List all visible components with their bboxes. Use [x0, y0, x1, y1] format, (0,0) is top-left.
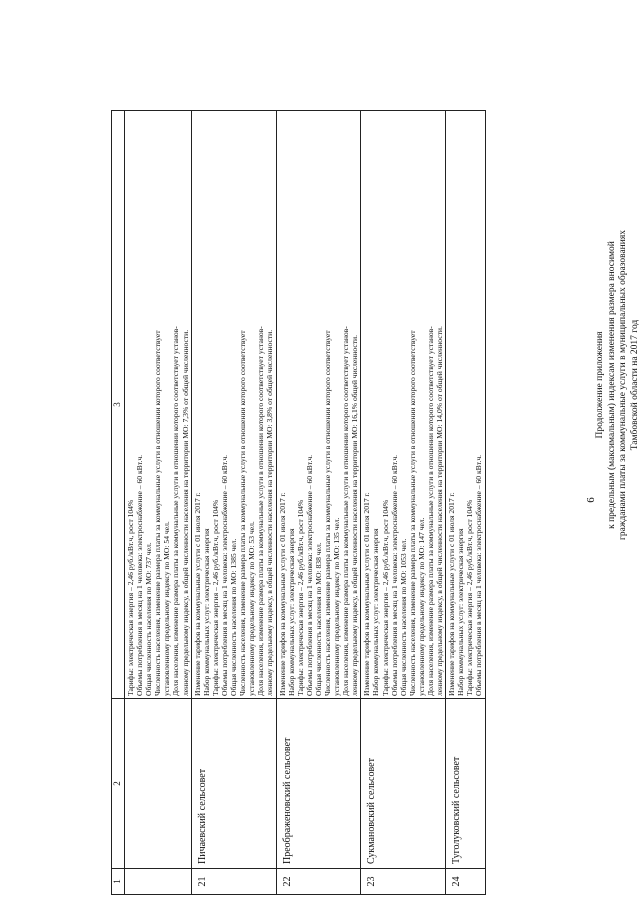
municipality-name — [125, 699, 192, 869]
row-number: 21 — [191, 869, 276, 895]
description-line: Доля населения, изменение размера платы за коммунальные услуги в отношении которого соответствует установ- — [256, 326, 266, 696]
description-line: Численность населения, изменение размера платы за коммунальные услуги в отношении которого соответствует — [407, 330, 417, 696]
description-line: Изменение тарифов на коммунальные услуги с 01 июля 2017 г. — [277, 492, 287, 696]
row-number: 22 — [276, 869, 361, 895]
description-line: Доля населения, изменение размера платы за коммунальные услуги в отношении которого соответствует установ- — [341, 326, 351, 696]
description-line: установленному предельному индексу по МО: 54 чел. — [162, 521, 172, 696]
header-line-3: гражданами платы за коммунальные услуги в муниципальных образованиях — [618, 230, 628, 540]
description-line: Доля населения, изменение размера платы за коммунальные услуги в отношении которого соответствует установ- — [171, 326, 181, 696]
column-header-3: 3 — [112, 111, 125, 699]
header-line-2: к предельным (максимальным) индексам изменения размера вносимой — [606, 241, 617, 529]
table-row — [361, 111, 446, 895]
tariff-description — [125, 111, 192, 699]
description-line: ленному предельному индексу, в общей численности населения на территории МО: 7,3% от общей численности. — [180, 329, 190, 696]
description-line: установленному предельному индексу по МО: 53 чел. — [247, 521, 257, 696]
municipality-name: Сукмановский сельсовет — [361, 699, 446, 869]
description-line: установленному предельному индексу по МО: 135 чел. — [332, 517, 342, 696]
description-line: Тарифы: электрическая энергия – 2,46 руб./кВт.ч, рост 104% — [210, 499, 220, 696]
municipality-name: Преображеновский сельсовет — [276, 699, 361, 869]
header-line-1: Продолжение приложения — [595, 331, 605, 439]
description-line: Объемы потребления в месяц на 1 человека: электроснабжение – 60 кВт.ч. — [389, 454, 399, 696]
column-header-row — [112, 111, 125, 895]
header-line-4: Тамбовской области на 2017 год — [629, 319, 640, 451]
municipality-name: Туголуковский сельсовет — [446, 699, 485, 869]
description-line: Доля населения, изменение размера платы за коммунальные услуги в отношении которого соответствует установ- — [426, 326, 435, 696]
table-body — [125, 111, 486, 895]
description-line: Численность населения, изменение размера платы за коммунальные услуги в отношении которого соответствует — [238, 330, 248, 696]
row-number: 24 — [446, 869, 485, 895]
description-line: Численность населения, изменение размера платы за коммунальные услуги в отношении которого соответствует — [153, 330, 163, 696]
description-line: Общая численность населения по МО: 1053 чел. — [398, 538, 408, 696]
tariff-description — [276, 111, 361, 699]
document-header — [595, 125, 640, 645]
description-line: Общая численность населения по МО: 1385 чел. — [229, 538, 239, 696]
municipality-name: Пичаевский сельсовет — [191, 699, 276, 869]
description-line: Общая численность населения по МО: 737 чел. — [144, 542, 154, 696]
description-line: ленному предельному индексу, в общей численности населения на территории МО: 14,0% от общей численности. — [435, 326, 445, 696]
description-line: Объемы потребления в месяц на 1 человека: электроснабжение – 60 кВт.ч. — [474, 454, 484, 696]
description-line: Численность населения, изменение размера платы за коммунальные услуги в отношении которого соответствует — [322, 330, 332, 696]
table-row — [446, 111, 485, 895]
tariff-description — [361, 111, 446, 699]
column-header-2: 2 — [112, 699, 125, 869]
row-number: 23 — [361, 869, 446, 895]
description-line: Набор коммунальных услуг: электрическая энергия — [201, 528, 211, 696]
table-row — [191, 111, 276, 895]
description-line: Набор коммунальных услуг: электрическая энергия — [286, 528, 296, 696]
description-line: Объемы потребления в месяц на 1 человека: электроснабжение – 60 кВт.ч. — [219, 454, 229, 696]
description-line: Набор коммунальных услуг: электрическая энергия — [456, 528, 466, 696]
table-row — [276, 111, 361, 895]
description-line: Тарифы: электрическая энергия – 2,46 руб./кВт.ч, рост 104% — [126, 499, 135, 696]
description-line: Объемы потребления в месяц на 1 человека: электроснабжение – 60 кВт.ч. — [135, 454, 145, 696]
description-line: Тарифы: электрическая энергия – 2,46 руб./кВт.ч, рост 104% — [465, 499, 475, 696]
tariff-description — [446, 111, 485, 699]
description-line: ленному предельному индексу, в общей численности населения на территории МО: 16,1% общей численности. — [350, 335, 360, 696]
table-row — [125, 111, 192, 895]
rotated-page-content — [95, 95, 640, 905]
tariff-description — [191, 111, 276, 699]
description-line: Изменение тарифов на коммунальные услуги с 01 июля 2017 г. — [447, 492, 457, 696]
page-number: 6 — [585, 497, 597, 503]
description-line: ленному предельному индексу, в общей численности населения на территории МО: 3,8% от общей численности. — [265, 329, 275, 696]
description-line: Общая численность населения по МО: 838 чел. — [313, 542, 323, 696]
column-header-1: 1 — [112, 869, 125, 895]
description-line: Тарифы: электрическая энергия – 2,46 руб./кВт.ч, рост 104% — [295, 499, 305, 696]
indices-table — [111, 110, 486, 895]
description-line: Изменение тарифов на коммунальные услуги с 01 июля 2017 г. — [362, 492, 372, 696]
description-line: Тарифы: электрическая энергия – 2,46 руб./кВт.ч, рост 104% — [380, 499, 390, 696]
row-number — [125, 869, 192, 895]
description-line: установленному предельному индексу по МО: 147 чел. — [416, 517, 426, 696]
description-line: Изменение тарифов на коммунальные услуги с 01 июля 2017 г. — [192, 492, 202, 696]
description-line: Объемы потребления в месяц на 1 человека: электроснабжение – 60 кВт.ч. — [304, 454, 314, 696]
description-line: Набор коммунальных услуг: электрическая энергия — [371, 528, 381, 696]
